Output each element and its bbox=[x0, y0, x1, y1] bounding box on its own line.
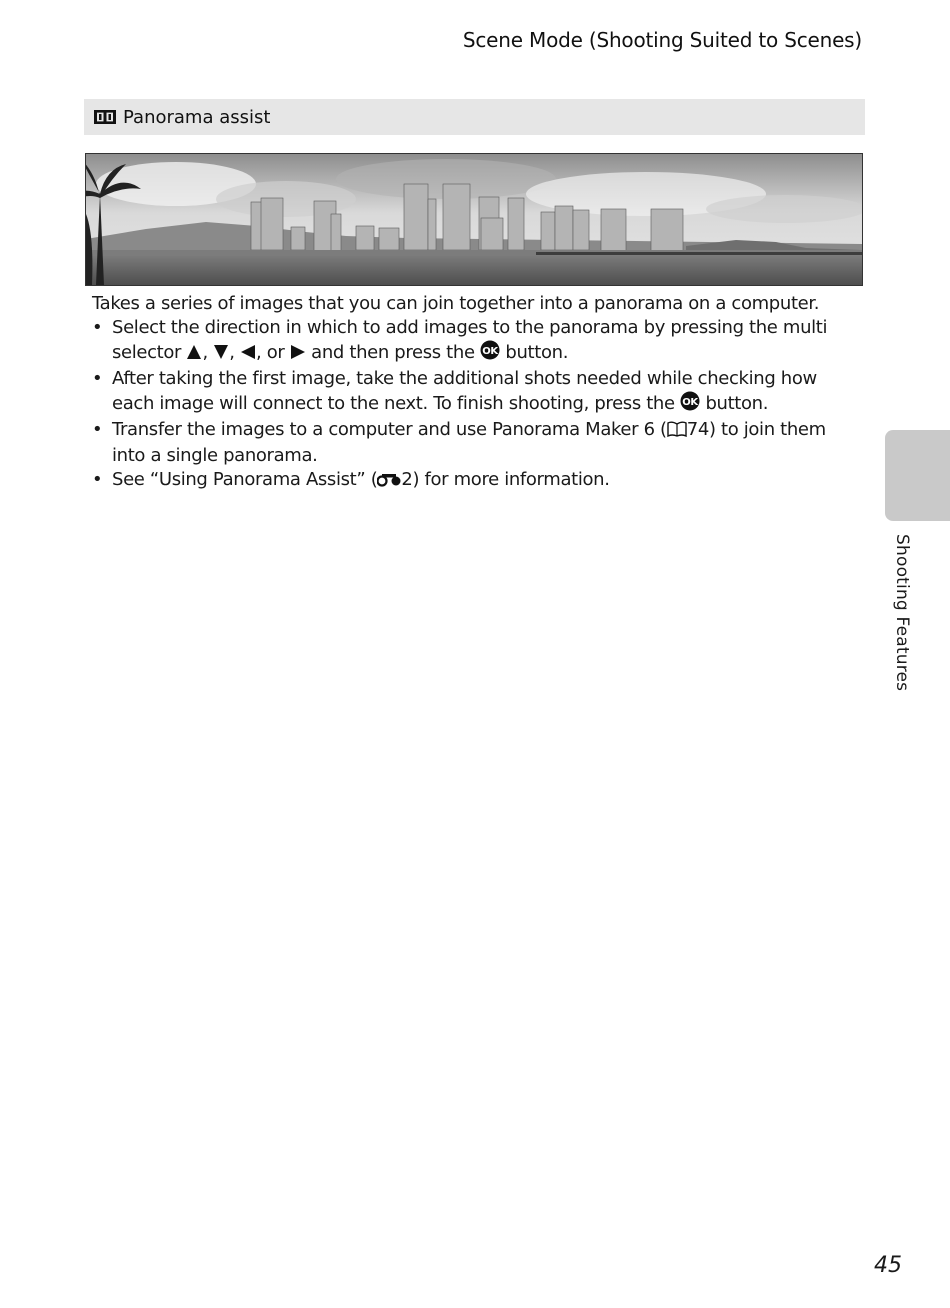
instruction-list bbox=[92, 316, 862, 494]
triangle-left-icon bbox=[240, 343, 256, 367]
list-item: • See “Using Panorama Assist” ( 2) for more information. bbox=[92, 468, 862, 494]
panorama-assist-icon bbox=[93, 108, 117, 126]
section-heading-bar bbox=[84, 99, 865, 135]
section-title: Panorama assist bbox=[123, 106, 271, 128]
list-item: • After taking the first image, take the additional shots needed while checking how each image will connect to the next. To finish shooting, press the OK button. bbox=[92, 367, 862, 418]
body-text bbox=[92, 292, 862, 494]
ok-button-icon bbox=[680, 391, 700, 418]
triangle-right-icon bbox=[290, 343, 306, 367]
svg-text:OK: OK bbox=[682, 397, 698, 408]
intro-paragraph: Takes a series of images that you can join together into a panorama on a computer. bbox=[92, 293, 820, 314]
chapter-tab-label: Shooting Features bbox=[892, 534, 912, 692]
book-icon bbox=[667, 420, 687, 444]
svg-text:OK: OK bbox=[482, 346, 498, 357]
chapter-tab bbox=[885, 430, 950, 521]
ok-button-icon bbox=[480, 340, 500, 367]
reference-section-icon bbox=[377, 470, 401, 494]
page-header-title: Scene Mode (Shooting Suited to Scenes) bbox=[462, 28, 862, 52]
page-number: 45 bbox=[874, 1253, 902, 1278]
list-item: • Transfer the images to a computer and use Panorama Maker 6 ( 74) to join them into a single panorama. bbox=[92, 418, 862, 468]
panorama-photo bbox=[85, 153, 863, 286]
triangle-up-icon bbox=[186, 343, 202, 367]
triangle-down-icon bbox=[213, 343, 229, 367]
list-item: • Select the direction in which to add images to the panorama by pressing the multi selector , , , or and then press the OK button. bbox=[92, 316, 862, 367]
